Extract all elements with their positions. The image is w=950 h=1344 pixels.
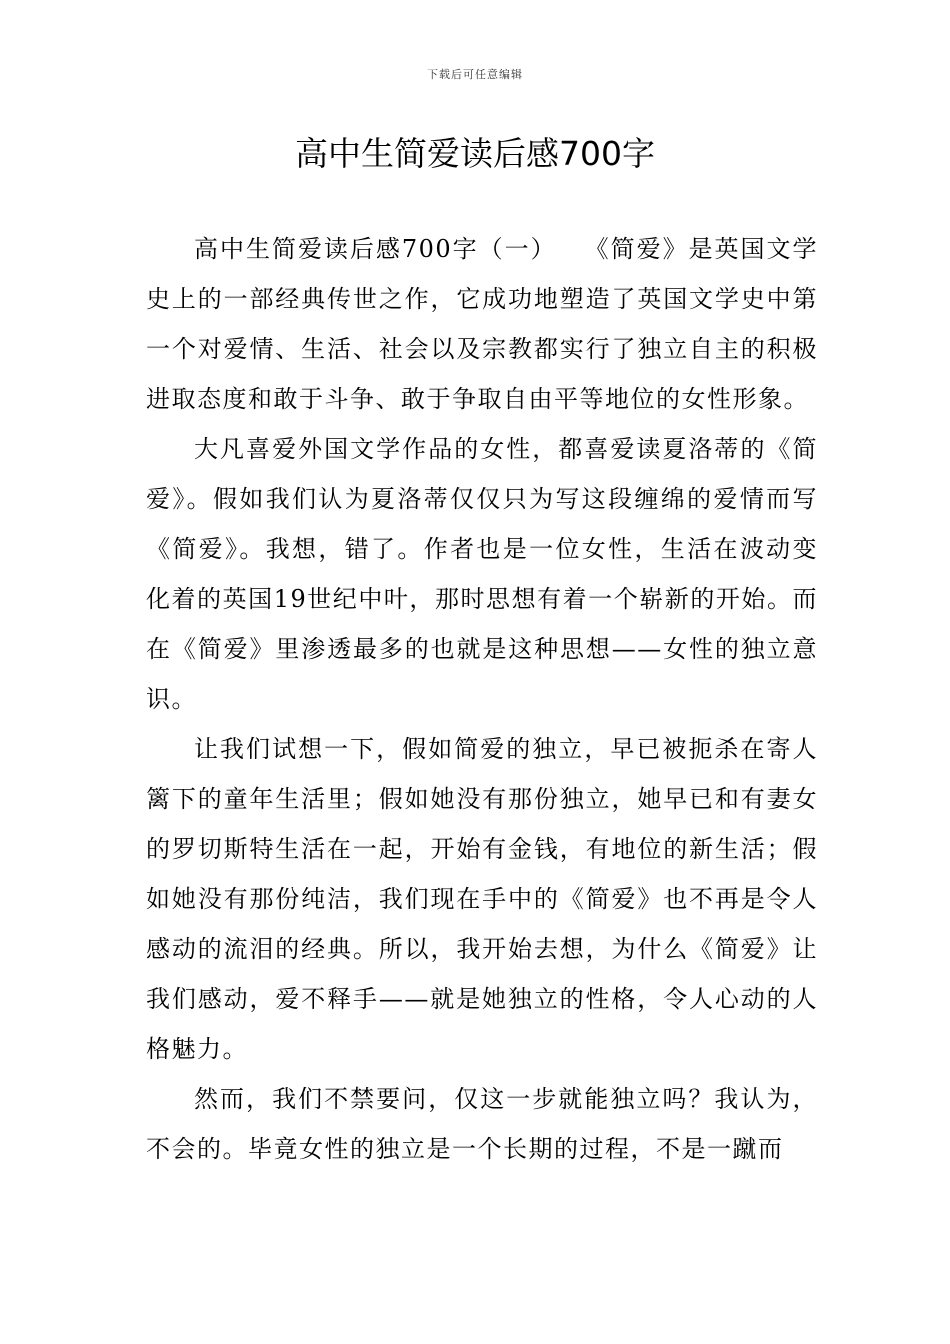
header-note: 下载后可任意编辑 [427,68,523,81]
paragraph-1: 高中生简爱读后感700字（一） 《简爱》是英国文学史上的一部经典传世之作，它成功地塑造了英国文学史中第一个对爱情、生活、社会以及宗教都实行了独立自主的积极进取态度和敢于斗争、敢于争取自由平等地位的女性形象。 [146,235,818,413]
paragraph-2: 大凡喜爱外国文学作品的女性，都喜爱读夏洛蒂的《简爱》。假如我们认为夏洛蒂仅仅只为写这段缠绵的爱情而写《简爱》。我想，错了。作者也是一位女性，生活在波动变化着的英国19世纪中叶，那时思想有着一个崭新的开始。而在《简爱》里渗透最多的也就是这种思想——女性的独立意识。 [146,435,818,713]
paragraph-4: 然而，我们不禁要问，仅这一步就能独立吗？我认为，不会的。毕竟女性的独立是一个长期的过程，不是一蹴而 [146,1085,818,1163]
paragraph-3: 让我们试想一下，假如简爱的独立，早已被扼杀在寄人篱下的童年生活里；假如她没有那份独立，她早已和有妻女的罗切斯特生活在一起，开始有金钱，有地位的新生活；假如她没有那份纯洁，我们现在手中的《简爱》也不再是令人感动的流泪的经典。所以，我开始去想，为什么《简爱》让我们感动，爱不释手——就是她独立的性格，令人心动的人格魅力。 [146,735,818,1063]
document-body [146,224,818,1174]
document-title: 高中生简爱读后感700字 [295,134,655,173]
